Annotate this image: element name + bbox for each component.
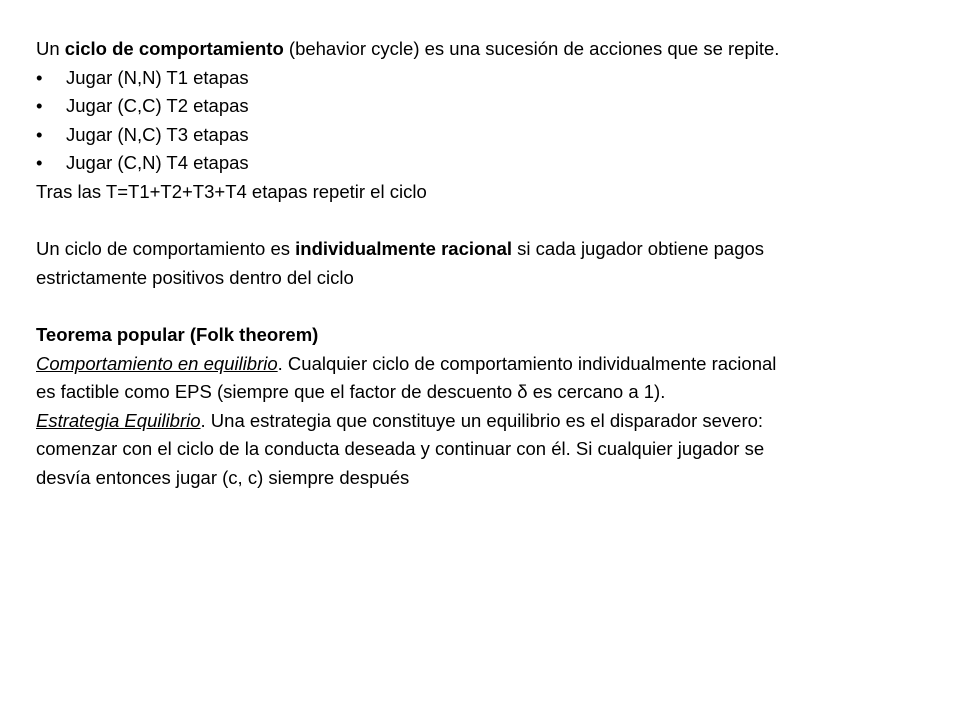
bullet-text: Jugar (C,N) T4 etapas — [66, 152, 249, 174]
bullet-dot: • — [36, 95, 43, 117]
equilibrium-behavior-term: Comportamiento en equilibrio — [36, 352, 278, 374]
rational-post: si cada jugador obtiene pagos — [512, 238, 765, 260]
intro-bold-term: ciclo de comportamiento — [64, 38, 284, 59]
theorem-p2-line-2: comenzar con el ciclo de la conducta deseada y continuar con él. Si cualquier jugador se — [36, 438, 765, 460]
theorem-p1-line-2: es factible como EPS (siempre que el factor de descuento δ es cercano a 1). — [36, 381, 666, 403]
intro-post: (behavior cycle) es una sucesión de acciones que se repite. — [283, 38, 780, 59]
theorem-p2-line-1 — [36, 407, 946, 436]
spacer — [36, 292, 946, 321]
theorem-p1-rest: . Cualquier ciclo de comportamiento individualmente racional — [277, 352, 777, 374]
spacer — [36, 207, 946, 236]
bullet-dot: • — [36, 123, 43, 145]
repeat-line: Tras las T=T1+T2+T3+T4 etapas repetir el ciclo — [36, 180, 427, 202]
theorem-p1-line-1 — [36, 350, 946, 379]
rational-pre: Un ciclo de comportamiento es — [36, 238, 296, 260]
bullet-item — [36, 121, 946, 150]
bullet-text: Jugar (N,C) T3 etapas — [66, 123, 249, 145]
rational-line-1 — [36, 235, 946, 264]
rational-bold-term: individualmente racional — [295, 238, 513, 260]
bullet-item — [36, 92, 946, 121]
bullet-dot: • — [36, 66, 43, 88]
intro-line — [36, 35, 946, 64]
equilibrium-strategy-term: Estrategia Equilibrio — [36, 409, 201, 431]
bullet-text: Jugar (N,N) T1 etapas — [66, 66, 249, 88]
bullet-item — [36, 149, 946, 178]
intro-pre: Un — [36, 38, 65, 59]
theorem-p2-line-3: desvía entonces jugar (c, c) siempre después — [36, 466, 410, 488]
theorem-title-text: Teorema popular (Folk theorem) — [36, 323, 319, 345]
slide-body — [36, 35, 946, 493]
theorem-p2-rest: . Una estrategia que constituye un equilibrio es el disparador severo: — [200, 409, 764, 431]
bullet-text: Jugar (C,C) T2 etapas — [66, 95, 249, 117]
rational-line-2: estrictamente positivos dentro del ciclo — [36, 266, 354, 288]
bullet-dot: • — [36, 152, 43, 174]
bullet-item — [36, 64, 946, 93]
theorem-title — [36, 321, 946, 350]
